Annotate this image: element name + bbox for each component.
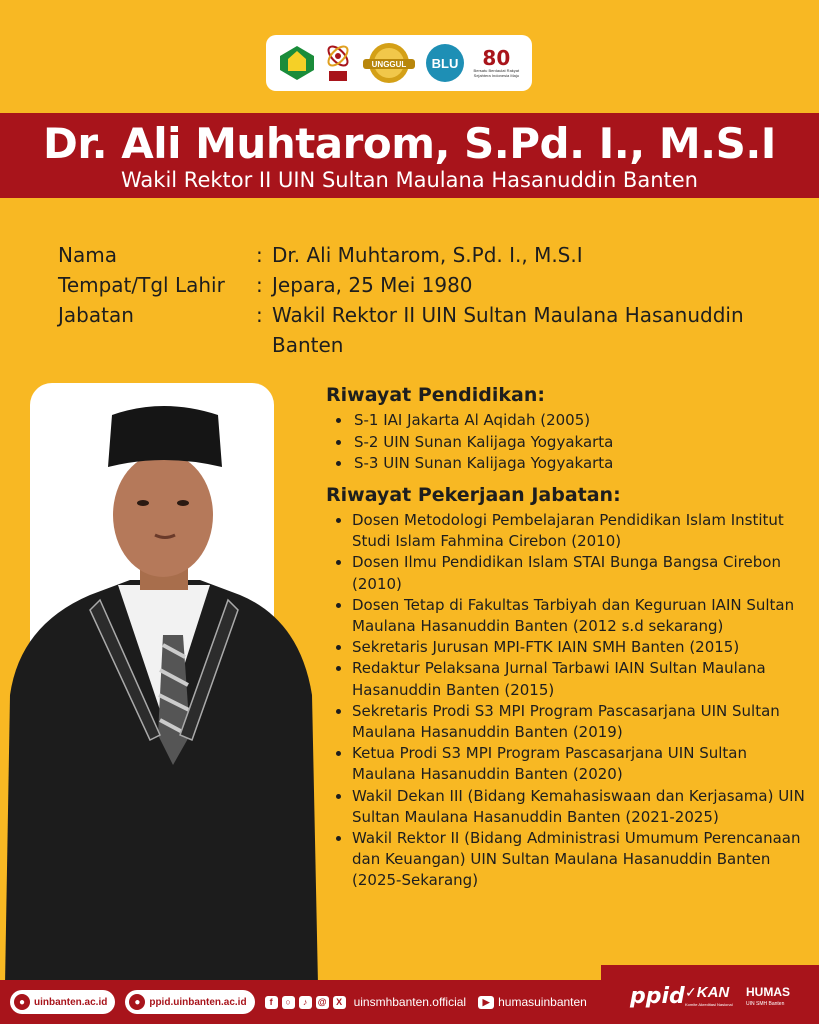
ppid-website-text: ppid.uinbanten.ac.id [149,996,247,1008]
profile-colon: : [256,273,263,297]
humas-logo-block [746,986,790,1010]
youtube-icon[interactable]: ▶ [478,996,494,1009]
education-section [326,382,613,477]
career-section [326,482,806,892]
kemenag-logo [278,44,316,82]
profile-row-ttl [58,270,772,300]
profile-colon: : [256,243,263,267]
list-item: • Sekretaris Prodi S3 MPI Program Pascasarjana UIN Sultan Maulana Hasanuddin Banten (2019) [352,701,806,743]
title-banner [0,113,819,198]
ppid-logo: ppid [630,984,685,1009]
profile-label: Tempat/Tgl Lahir [58,273,225,297]
unggul-badge [360,41,418,85]
list-item: • Wakil Dekan III (Bidang Kemahasiswaan dan Kerjasama) UIN Sultan Maulana Hasanuddin Banten (2021-2025) [352,786,806,828]
list-item: • S-3 UIN Sunan Kalijaga Yogyakarta [352,453,613,475]
blu-text: BLU [431,56,459,71]
humas-caption: UIN SMH Banten [746,1001,785,1007]
page-subtitle: Wakil Rektor II UIN Sultan Maulana Hasanuddin Banten [121,168,698,192]
ppid-website-link[interactable] [125,990,254,1014]
profile-value: Jepara, 25 Mei 1980 [272,273,473,297]
portrait-photo [0,395,330,985]
list-item: • Sekretaris Jurusan MPI-FTK IAIN SMH Banten (2015) [352,637,806,658]
list-item: • Ketua Prodi S3 MPI Program Pascasarjana UIN Sultan Maulana Hasanuddin Banten (2020) [352,743,806,785]
kan-caption: Komite Akreditasi Nasional [685,1002,733,1007]
profile-value: Dr. Ali Muhtarom, S.Pd. I., M.S.I [272,243,583,267]
list-item: • Wakil Rektor II (Bidang Administrasi Umumum Perencanaan dan Keuangan) UIN Sultan Maulana Hasanuddin Banten (2025-Sekarang) [352,828,806,892]
80-tahun-logo [472,48,520,78]
logo-strip [266,35,532,91]
profile-value: Wakil Rektor II UIN Sultan Maulana Hasanuddin Banten [272,303,744,357]
check-icon: ✓ [685,984,697,1000]
youtube-handle[interactable]: humasuinbanten [498,995,587,1009]
profile-info [58,240,772,360]
kan-logo-block [685,986,733,1011]
list-item: • Dosen Tetap di Fakultas Tarbiyah dan Keguruan IAIN Sultan Maulana Hasanuddin Banten (2012 s.d sekarang) [352,595,806,637]
list-item: • S-1 IAI Jakarta Al Aqidah (2005) [352,410,613,432]
threads-icon[interactable]: @ [316,996,329,1009]
globe-icon: ● [14,994,30,1010]
profile-row-nama [58,240,772,270]
profile-row-jabatan [58,300,772,360]
anniversary-number: 80 [482,46,511,70]
kan-logo: KAN [696,984,730,1001]
anniversary-caption: Bersatu Berdaulat Rakyat Sejahtera Indonesia Maju [473,68,520,78]
humas-logo: HUMAS [746,985,790,999]
footer [0,980,819,1024]
uin-logo [323,41,353,85]
facebook-icon[interactable]: f [265,996,278,1009]
education-list [326,410,613,475]
profile-label: Nama [58,243,117,267]
list-item: • S-2 UIN Sunan Kalijaga Yogyakarta [352,432,613,454]
education-title: Riwayat Pendidikan: [326,384,545,406]
globe-icon: ● [129,994,145,1010]
list-item: • Redaktur Pelaksana Jurnal Tarbawi IAIN Sultan Maulana Hasanuddin Banten (2015) [352,658,806,700]
profile-label: Jabatan [58,303,134,327]
career-list [326,510,806,892]
instagram-icon[interactable]: ○ [282,996,295,1009]
unggul-text: UNGGUL [371,60,407,69]
list-item: • Dosen Ilmu Pendidikan Islam STAI Bunga Bangsa Cirebon (2010) [352,552,806,594]
website-link[interactable] [10,990,115,1014]
website-text: uinbanten.ac.id [34,996,108,1008]
profile-colon: : [256,303,263,327]
x-icon[interactable]: X [333,996,346,1009]
page-title: Dr. Ali Muhtarom, S.Pd. I., M.S.I [43,119,776,168]
blu-logo [425,43,465,83]
social-handle[interactable]: uinsmhbanten.official [353,995,467,1009]
tiktok-icon[interactable]: ♪ [299,996,312,1009]
career-title: Riwayat Pekerjaan Jabatan: [326,484,621,506]
list-item: • Dosen Metodologi Pembelajaran Pendidikan Islam Institut Studi Islam Fahmina Cirebon (2010) [352,510,806,552]
